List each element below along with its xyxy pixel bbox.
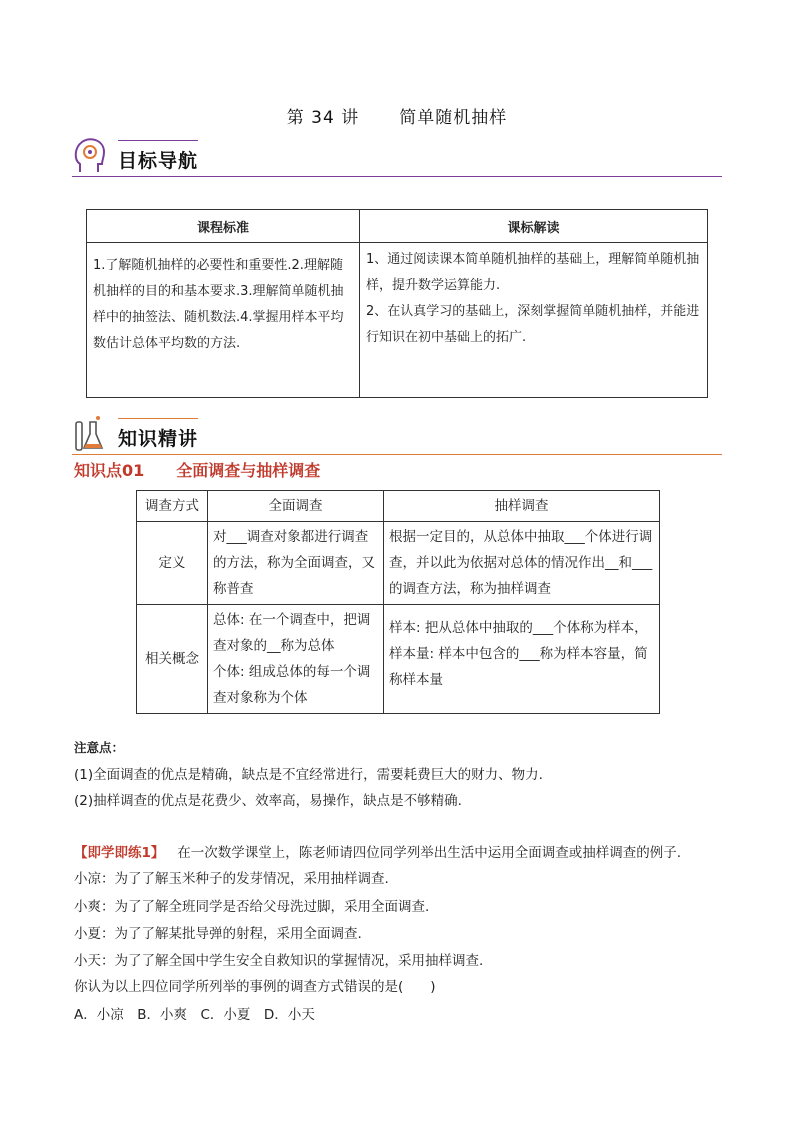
exercise-options: A．小凉 B．小爽 C．小夏 D．小天 <box>74 1007 315 1023</box>
exercise-line: 小天：为了了解全国中学生安全自救知识的掌握情况，采用抽样调查. <box>74 953 484 969</box>
knowledge-point-number: 知识点01 <box>74 461 145 480</box>
table-header: 全面调查 <box>208 491 384 522</box>
sample-survey-definition: 根据一定目的，从总体中抽取___个体进行调查，并以此为依据对总体的情况作出__和___的调查方法，称为抽样调查 <box>384 522 660 605</box>
exercise-line: 小夏：为了了解某批导弹的射程，采用全面调查. <box>74 926 362 942</box>
section-divider <box>72 454 722 455</box>
exercise-intro-line <box>74 843 681 863</box>
section-accent-line <box>118 418 198 419</box>
row-label-definition: 定义 <box>137 522 208 605</box>
exercise-tag: 【即学即练1】 <box>74 845 165 861</box>
lecture-topic: 简单随机抽样 <box>399 108 508 128</box>
section-title: 知识精讲 <box>118 428 199 450</box>
interpretation-item: 1、通过阅读课本简单随机抽样的基础上，理解简单随机抽样，提升数学运算能力. <box>366 252 700 293</box>
concept-population: 总体: 在一个调查中，把调查对象的__称为总体 <box>213 612 371 654</box>
section-divider <box>72 176 722 177</box>
course-interpretation-cell <box>360 243 708 398</box>
table-header: 抽样调查 <box>384 491 660 522</box>
concept-sample: 样本: 把从总体中抽取的___个体称为样本， <box>389 620 648 636</box>
lab-flask-icon <box>72 414 108 454</box>
interpretation-item: 2、在认真学习的基础上，深刻掌握简单随机抽样，并能进行知识在初中基础上的拓广. <box>366 304 700 345</box>
brain-head-icon <box>72 136 108 176</box>
note-item: (2)抽样调查的优点是花费少、效率高，易操作，缺点是不够精确. <box>74 793 462 809</box>
exercise-intro: 在一次数学课堂上，陈老师请四位同学列举出生活中运用全面调查或抽样调查的例子. <box>177 845 682 861</box>
knowledge-point-heading <box>74 458 320 481</box>
lecture-number: 第 34 讲 <box>286 108 360 128</box>
table-header: 调查方式 <box>137 491 208 522</box>
full-survey-definition: 对___调查对象都进行调查的方法，称为全面调查，又称普查 <box>208 522 384 605</box>
section-header-knowledge <box>72 414 722 458</box>
concept-individual: 个体: 组成总体的每一个调查对象称为个体 <box>213 664 371 706</box>
survey-comparison-table <box>136 490 660 714</box>
section-accent-line <box>118 140 198 141</box>
table-header-interpretation: 课标解读 <box>360 210 708 243</box>
concept-sample-size: 样本量: 样本中包含的___称为样本容量，简称样本量 <box>389 646 648 688</box>
section-title: 目标导航 <box>118 150 199 172</box>
course-standard-cell: 1.了解随机抽样的必要性和重要性.2.理解随机抽样的目的和基本要求.3.理解简单随机抽样中的抽签法、随机数法.4.掌握用样本平均数估计总体平均数的方法. <box>87 243 360 398</box>
note-item: (1)全面调查的优点是精确，缺点是不宜经常进行，需要耗费巨大的财力、物力. <box>74 767 543 783</box>
exercise-question: 你认为以上四位同学所列举的事例的调查方式错误的是( ) <box>74 979 436 995</box>
exercise-line: 小爽：为了了解全班同学是否给父母洗过脚，采用全面调查. <box>74 899 430 915</box>
section-header-goals <box>72 136 722 180</box>
table-header-standard: 课程标准 <box>87 210 360 243</box>
sample-survey-concepts <box>384 605 660 714</box>
knowledge-point-title: 全面调查与抽样调查 <box>176 461 321 480</box>
notes-heading: 注意点： <box>74 740 125 755</box>
page-title <box>0 103 794 128</box>
objectives-table <box>86 209 708 398</box>
exercise-line: 小凉：为了了解玉米种子的发芽情况，采用抽样调查. <box>74 871 389 887</box>
full-survey-concepts <box>208 605 384 714</box>
row-label-concepts: 相关概念 <box>137 605 208 714</box>
